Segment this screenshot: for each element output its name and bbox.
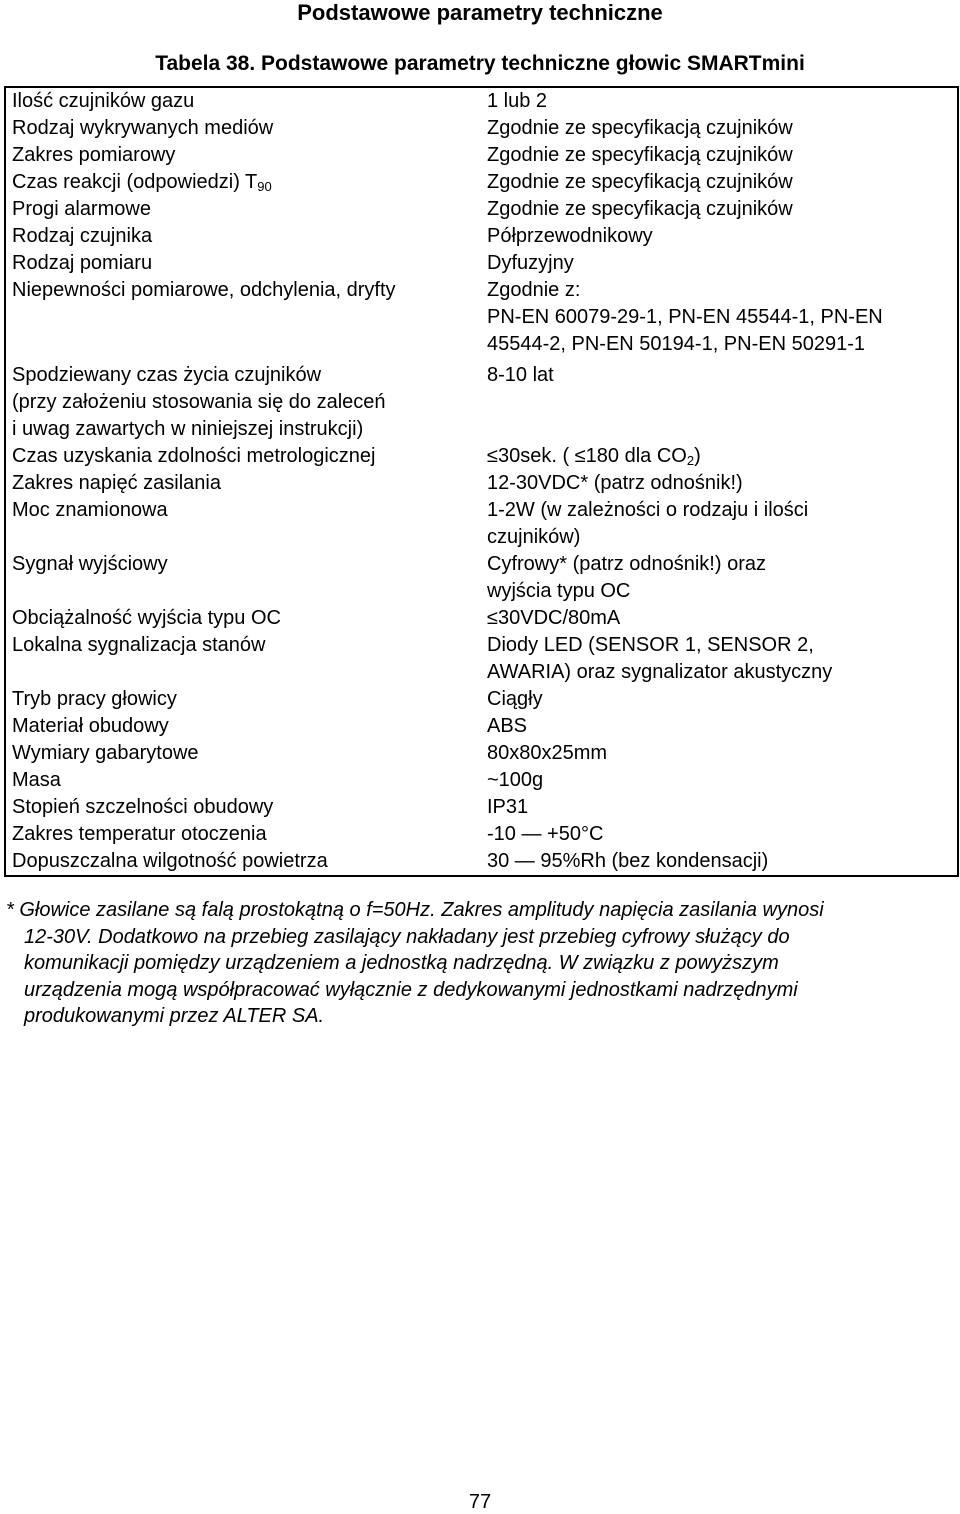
row-value bbox=[481, 632, 958, 686]
row-value: ~100g bbox=[487, 769, 544, 791]
less-equal-sign: ≤ bbox=[487, 607, 498, 629]
row-value: Zgodnie ze specyfikacją czujników bbox=[487, 144, 793, 166]
row-label: Wymiary gabarytowe bbox=[12, 742, 199, 764]
row-label-line: Spodziewany czas życia czujników bbox=[12, 364, 322, 386]
row-label-subscript: 90 bbox=[257, 179, 272, 194]
row-value: IP31 bbox=[487, 796, 529, 818]
row-label: Zakres pomiarowy bbox=[12, 144, 176, 166]
row-label-text: Czas reakcji (odpowiedzi) T bbox=[12, 171, 258, 193]
table-row bbox=[5, 142, 958, 169]
less-equal-sign: ≤ bbox=[487, 445, 498, 467]
table-row bbox=[5, 497, 958, 551]
row-value-text: 180 dla CO bbox=[585, 445, 687, 467]
row-label: Rodzaj czujnika bbox=[12, 225, 153, 247]
row-value-line: 45544-2, PN-EN 50194-1, PN-EN 50291-1 bbox=[487, 333, 865, 355]
row-value: 1 lub 2 bbox=[487, 90, 548, 112]
row-value-line: AWARIA) oraz sygnalizator akustyczny bbox=[487, 661, 833, 683]
table-row bbox=[5, 223, 958, 250]
row-label: Czas uzyskania zdolności metrologicznej bbox=[12, 445, 376, 467]
table-row bbox=[5, 821, 958, 848]
row-value bbox=[481, 443, 958, 470]
table-row bbox=[5, 713, 958, 740]
row-label: Moc znamionowa bbox=[12, 499, 168, 521]
footnote bbox=[6, 897, 956, 1030]
row-label: Dopuszczalna wilgotność powietrza bbox=[12, 850, 328, 872]
row-label: Materiał obudowy bbox=[12, 715, 169, 737]
footnote-line: * Głowice zasilane są falą prostokątną o f=50Hz. Zakres amplitudy napięcia zasilania wynosi bbox=[6, 899, 824, 921]
row-label-line: (przy założeniu stosowania się do zaleceń bbox=[12, 391, 386, 413]
row-value bbox=[481, 497, 958, 551]
row-label: Obciążalność wyjścia typu OC bbox=[12, 607, 281, 629]
row-value-line: PN-EN 60079-29-1, PN-EN 45544-1, PN-EN bbox=[487, 306, 883, 328]
row-value bbox=[481, 277, 958, 362]
row-label: Ilość czujników gazu bbox=[12, 90, 195, 112]
footnote-line: komunikacji pomiędzy urządzeniem a jednostką nadrzędną. W związku z powyższym bbox=[24, 952, 779, 974]
row-label: Rodzaj wykrywanych mediów bbox=[12, 117, 274, 139]
table-row bbox=[5, 686, 958, 713]
footnote-line: 12-30V. Dodatkowo na przebieg zasilający nakładany jest przebieg cyfrowy służący do bbox=[24, 925, 790, 948]
table-row bbox=[5, 169, 958, 196]
table-row bbox=[5, 277, 958, 362]
table-row bbox=[5, 740, 958, 767]
row-label: Zakres napięć zasilania bbox=[12, 472, 221, 494]
row-label: Stopień szczelności obudowy bbox=[12, 796, 274, 818]
row-value: 80x80x25mm bbox=[487, 742, 608, 764]
row-value-line: wyjścia typu OC bbox=[487, 580, 631, 602]
row-value: Ciągły bbox=[487, 688, 543, 710]
row-value-line: Diody LED (SENSOR 1, SENSOR 2, bbox=[487, 634, 814, 656]
table-row bbox=[5, 605, 958, 632]
row-value-text: ) bbox=[694, 445, 701, 467]
row-value: Zgodnie ze specyfikacją czujników bbox=[487, 171, 793, 193]
row-value bbox=[481, 605, 958, 632]
row-value bbox=[481, 551, 958, 605]
row-value: Półprzewodnikowy bbox=[487, 225, 653, 247]
row-value-line: Cyfrowy* (patrz odnośnik!) oraz bbox=[487, 553, 766, 575]
row-label: Sygnał wyjściowy bbox=[12, 553, 168, 575]
table-row bbox=[5, 196, 958, 223]
table-row bbox=[5, 848, 958, 876]
row-label: Rodzaj pomiaru bbox=[12, 252, 153, 274]
row-label: Tryb pracy głowicy bbox=[12, 688, 177, 710]
row-value: Zgodnie ze specyfikacją czujników bbox=[487, 198, 793, 220]
table-row bbox=[5, 115, 958, 142]
row-value: Zgodnie ze specyfikacją czujników bbox=[487, 117, 793, 139]
row-label: Masa bbox=[12, 769, 61, 791]
row-label-line: i uwag zawartych w niniejszej instrukcji) bbox=[12, 418, 364, 440]
row-value-subscript: 2 bbox=[686, 453, 695, 468]
row-label bbox=[5, 169, 481, 196]
row-value: ABS bbox=[487, 715, 528, 737]
row-label: Lokalna sygnalizacja stanów bbox=[12, 634, 266, 656]
page-number: 77 bbox=[468, 1491, 492, 1513]
row-value-text: 30sek. ( bbox=[497, 445, 575, 467]
less-equal-sign: ≤ bbox=[574, 445, 586, 467]
row-value: 30 — 95%Rh (bez kondensacji) bbox=[487, 850, 769, 872]
table-row bbox=[5, 794, 958, 821]
row-label: Niepewności pomiarowe, odchylenia, dryfty bbox=[12, 279, 396, 301]
row-value: Dyfuzyjny bbox=[487, 252, 574, 274]
row-value-line: czujników) bbox=[487, 526, 581, 548]
row-label bbox=[5, 362, 481, 443]
table-row bbox=[5, 443, 958, 470]
page-title: Podstawowe parametry techniczne bbox=[297, 0, 663, 25]
footnote-line: urządzenia mogą współpracować wyłącznie z dedykowanymi jednostkami nadrzędnymi bbox=[24, 978, 798, 1001]
table-row bbox=[5, 470, 958, 497]
row-value-line: 1-2W (w zależności o rodzaju i ilości bbox=[487, 499, 809, 521]
table-row bbox=[5, 250, 958, 277]
table-row bbox=[5, 87, 958, 115]
table-row bbox=[5, 551, 958, 605]
row-value-text: 30VDC/80mA bbox=[497, 607, 621, 629]
table-row bbox=[5, 632, 958, 686]
row-value: 12-30VDC* (patrz odnośnik!) bbox=[487, 472, 743, 494]
row-value-line: Zgodnie z: bbox=[487, 279, 581, 301]
spec-table bbox=[4, 86, 959, 877]
row-label: Zakres temperatur otoczenia bbox=[12, 823, 267, 845]
row-value: 8-10 lat bbox=[487, 364, 554, 386]
row-value: -10 — +50°C bbox=[487, 823, 604, 845]
table-caption: Tabela 38. Podstawowe parametry techniczne głowic SMARTmini bbox=[155, 52, 805, 75]
row-label: Progi alarmowe bbox=[12, 198, 151, 220]
table-row bbox=[5, 767, 958, 794]
footnote-line: produkowanymi przez ALTER SA. bbox=[24, 1005, 325, 1027]
table-row bbox=[5, 362, 958, 443]
